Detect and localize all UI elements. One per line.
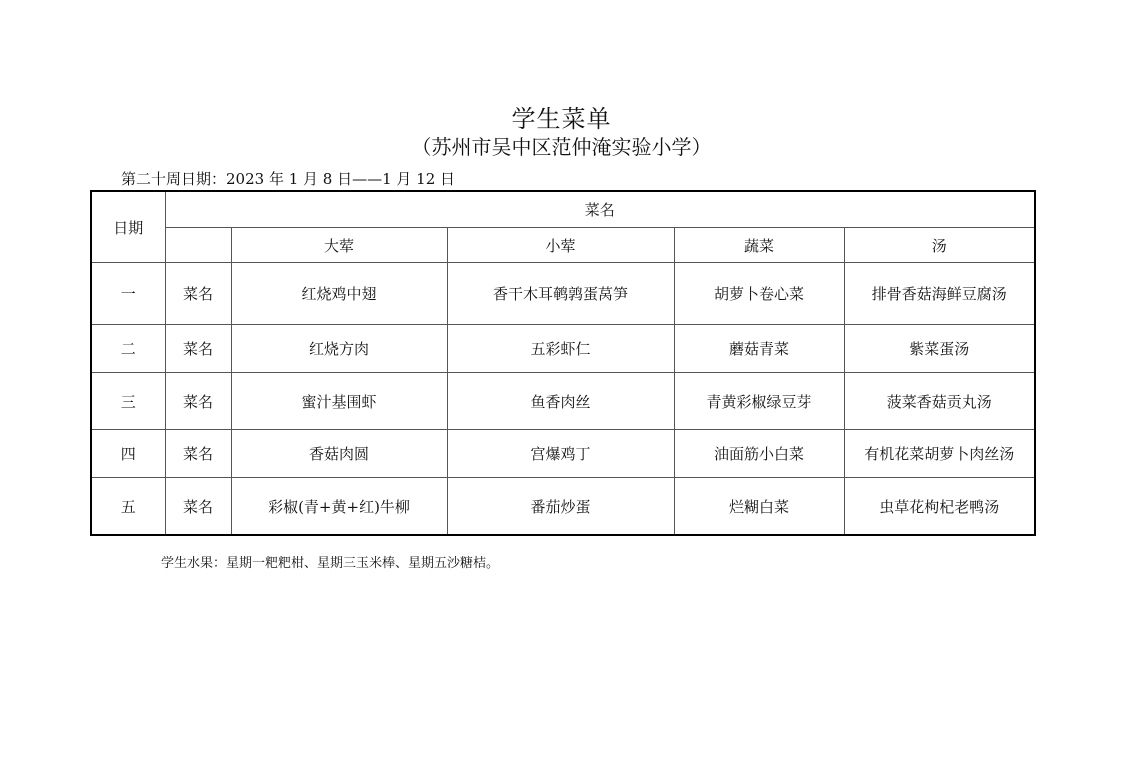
day-cell: 三 (91, 373, 165, 430)
vegetable-dish: 青黄彩椒绿豆芽 (674, 373, 844, 430)
table-row (91, 373, 1035, 430)
menu-table (90, 190, 1036, 536)
side-meat-dish: 番茄炒蛋 (447, 478, 674, 536)
main-meat-dish: 蜜汁基围虾 (231, 373, 447, 430)
week-date-line: 第二十周日期：2023 年 1 月 8 日——1 月 12 日 (121, 170, 456, 188)
day-cell: 二 (91, 325, 165, 373)
school-name: （苏州市吴中区范仲淹实验小学） (411, 135, 712, 159)
side-meat-dish: 宫爆鸡丁 (447, 430, 674, 478)
soup-dish: 排骨香菇海鲜豆腐汤 (844, 263, 1035, 325)
table-subheader-row (91, 228, 1035, 263)
day-cell: 五 (91, 478, 165, 536)
table-row (91, 325, 1035, 373)
side-meat-dish: 香干木耳鹌鹑蛋莴笋 (447, 263, 674, 325)
main-meat-dish: 香菇肉圆 (231, 430, 447, 478)
table-row (91, 478, 1035, 536)
fruit-note: 学生水果：星期一粑粑柑、星期三玉米棒、星期五沙糖桔。 (161, 556, 500, 571)
vegetable-dish: 烂糊白菜 (674, 478, 844, 536)
main-meat-dish: 红烧方肉 (231, 325, 447, 373)
soup-dish: 紫菜蛋汤 (844, 325, 1035, 373)
column-header-main-meat: 大荤 (231, 228, 447, 263)
day-cell: 四 (91, 430, 165, 478)
column-header-vegetable: 蔬菜 (674, 228, 844, 263)
vegetable-dish: 蘑菇青菜 (674, 325, 844, 373)
column-header-soup: 汤 (844, 228, 1035, 263)
soup-dish: 虫草花枸杞老鸭汤 (844, 478, 1035, 536)
side-meat-dish: 鱼香肉丝 (447, 373, 674, 430)
side-meat-dish: 五彩虾仁 (447, 325, 674, 373)
soup-dish: 菠菜香菇贡丸汤 (844, 373, 1035, 430)
table-header-row (91, 191, 1035, 228)
row-label: 菜名 (165, 478, 231, 536)
dish-group-header: 菜名 (165, 191, 1035, 228)
vegetable-dish: 油面筋小白菜 (674, 430, 844, 478)
table-row (91, 430, 1035, 478)
table-row (91, 263, 1035, 325)
main-meat-dish: 彩椒(青+黄+红)牛柳 (231, 478, 447, 536)
day-cell: 一 (91, 263, 165, 325)
row-label: 菜名 (165, 430, 231, 478)
vegetable-dish: 胡萝卜卷心菜 (674, 263, 844, 325)
soup-dish: 有机花菜胡萝卜肉丝汤 (844, 430, 1035, 478)
main-meat-dish: 红烧鸡中翅 (231, 263, 447, 325)
row-label: 菜名 (165, 263, 231, 325)
row-label: 菜名 (165, 325, 231, 373)
page-title: 学生菜单 (511, 105, 612, 133)
column-header-side-meat: 小荤 (447, 228, 674, 263)
row-label: 菜名 (165, 373, 231, 430)
empty-header-cell (165, 228, 231, 263)
date-header: 日期 (91, 191, 165, 263)
